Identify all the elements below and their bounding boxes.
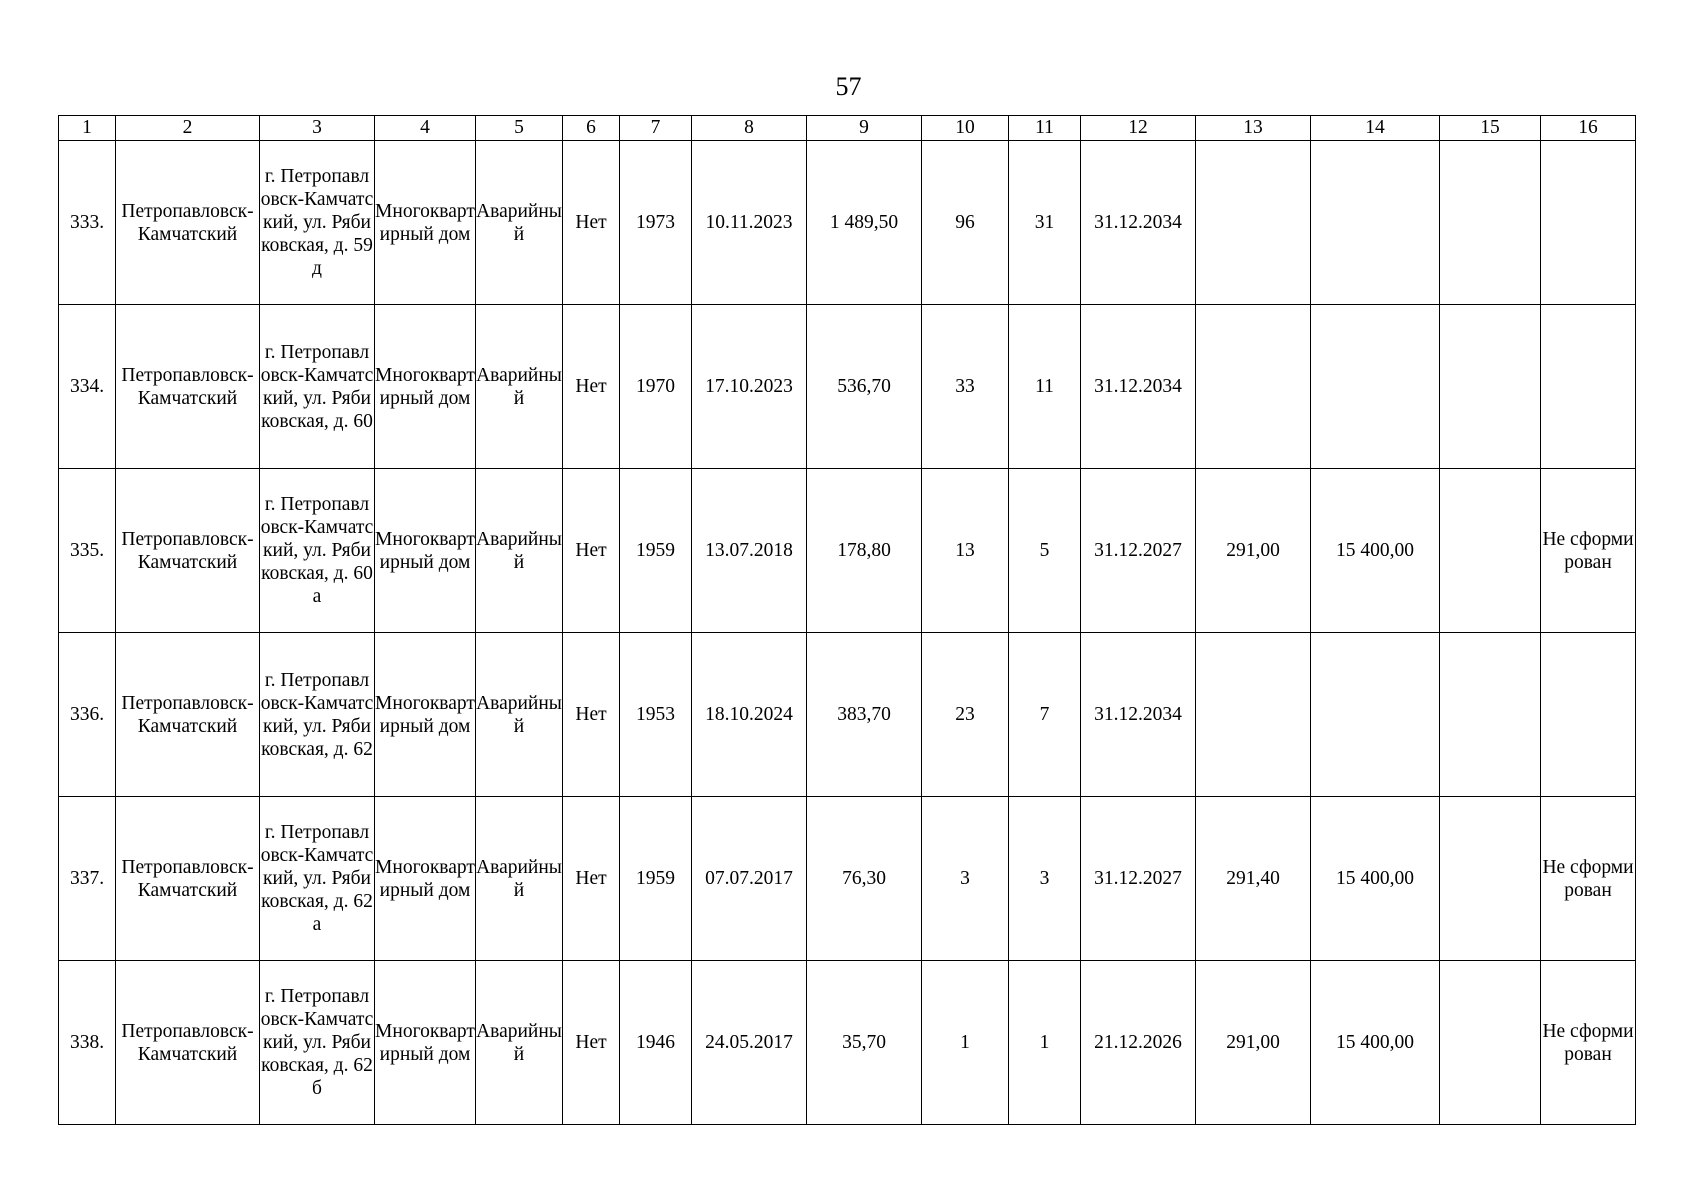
flag-cell: Нет <box>563 633 620 797</box>
col16-cell: Не сформирован <box>1541 797 1636 961</box>
col15-cell <box>1440 141 1541 305</box>
column-header: 7 <box>620 116 692 141</box>
col15-cell <box>1440 633 1541 797</box>
year-cell: 1973 <box>620 141 692 305</box>
condition-cell: Аварийный <box>476 305 563 469</box>
rooms-cell: 1 <box>1009 961 1081 1125</box>
residents-cell: 96 <box>922 141 1009 305</box>
area-cell: 178,80 <box>807 469 922 633</box>
table-row <box>59 141 1636 305</box>
building-type-cell: Многоквартирный дом <box>375 797 476 961</box>
col16-cell <box>1541 141 1636 305</box>
rooms-cell: 11 <box>1009 305 1081 469</box>
address-cell: г. Петропавловск-Камчатский, ул. Рябиковская, д. 60а <box>260 469 375 633</box>
recognition-date-cell: 17.10.2023 <box>692 305 807 469</box>
area-cell: 76,30 <box>807 797 922 961</box>
condition-cell: Аварийный <box>476 961 563 1125</box>
year-cell: 1946 <box>620 961 692 1125</box>
area-cell: 536,70 <box>807 305 922 469</box>
area-cell: 383,70 <box>807 633 922 797</box>
column-header: 9 <box>807 116 922 141</box>
col14-cell: 15 400,00 <box>1311 469 1440 633</box>
deadline-cell: 31.12.2034 <box>1081 305 1196 469</box>
col15-cell <box>1440 961 1541 1125</box>
col16-cell <box>1541 305 1636 469</box>
column-header: 2 <box>116 116 260 141</box>
flag-cell: Нет <box>563 469 620 633</box>
condition-cell: Аварийный <box>476 141 563 305</box>
housing-registry-table <box>58 115 1636 1125</box>
residents-cell: 3 <box>922 797 1009 961</box>
column-header: 1 <box>59 116 116 141</box>
row-number: 335. <box>59 469 116 633</box>
col14-cell: 15 400,00 <box>1311 797 1440 961</box>
column-header: 16 <box>1541 116 1636 141</box>
column-header: 5 <box>476 116 563 141</box>
flag-cell: Нет <box>563 961 620 1125</box>
row-number: 337. <box>59 797 116 961</box>
table-row <box>59 797 1636 961</box>
area-cell: 35,70 <box>807 961 922 1125</box>
building-type-cell: Многоквартирный дом <box>375 305 476 469</box>
address-cell: г. Петропавловск-Камчатский, ул. Рябиковская, д. 60 <box>260 305 375 469</box>
table-row <box>59 469 1636 633</box>
address-cell: г. Петропавловск-Камчатский, ул. Рябиковская, д. 62б <box>260 961 375 1125</box>
recognition-date-cell: 07.07.2017 <box>692 797 807 961</box>
deadline-cell: 31.12.2027 <box>1081 797 1196 961</box>
recognition-date-cell: 10.11.2023 <box>692 141 807 305</box>
flag-cell: Нет <box>563 141 620 305</box>
address-cell: г. Петропавловск-Камчатский, ул. Рябиковская, д. 59д <box>260 141 375 305</box>
col15-cell <box>1440 469 1541 633</box>
col14-cell <box>1311 633 1440 797</box>
column-header: 6 <box>563 116 620 141</box>
address-cell: г. Петропавловск-Камчатский, ул. Рябиковская, д. 62 <box>260 633 375 797</box>
column-header: 3 <box>260 116 375 141</box>
rooms-cell: 5 <box>1009 469 1081 633</box>
col13-cell: 291,00 <box>1196 469 1311 633</box>
city-cell: Петропавловск-Камчатский <box>116 961 260 1125</box>
table-row <box>59 305 1636 469</box>
col15-cell <box>1440 305 1541 469</box>
condition-cell: Аварийный <box>476 797 563 961</box>
table-row <box>59 633 1636 797</box>
rooms-cell: 3 <box>1009 797 1081 961</box>
row-number: 338. <box>59 961 116 1125</box>
row-number: 336. <box>59 633 116 797</box>
recognition-date-cell: 18.10.2024 <box>692 633 807 797</box>
residents-cell: 13 <box>922 469 1009 633</box>
col16-cell: Не сформирован <box>1541 961 1636 1125</box>
col15-cell <box>1440 797 1541 961</box>
col14-cell <box>1311 141 1440 305</box>
rooms-cell: 31 <box>1009 141 1081 305</box>
deadline-cell: 31.12.2034 <box>1081 633 1196 797</box>
col14-cell: 15 400,00 <box>1311 961 1440 1125</box>
building-type-cell: Многоквартирный дом <box>375 469 476 633</box>
col13-cell <box>1196 633 1311 797</box>
column-header: 15 <box>1440 116 1541 141</box>
year-cell: 1953 <box>620 633 692 797</box>
city-cell: Петропавловск-Камчатский <box>116 797 260 961</box>
rooms-cell: 7 <box>1009 633 1081 797</box>
table-row <box>59 961 1636 1125</box>
col16-cell <box>1541 633 1636 797</box>
deadline-cell: 31.12.2034 <box>1081 141 1196 305</box>
col13-cell <box>1196 305 1311 469</box>
column-header: 4 <box>375 116 476 141</box>
building-type-cell: Многоквартирный дом <box>375 141 476 305</box>
area-cell: 1 489,50 <box>807 141 922 305</box>
deadline-cell: 21.12.2026 <box>1081 961 1196 1125</box>
year-cell: 1959 <box>620 797 692 961</box>
page-number: 57 <box>835 72 862 101</box>
col13-cell: 291,40 <box>1196 797 1311 961</box>
column-header: 11 <box>1009 116 1081 141</box>
address-cell: г. Петропавловск-Камчатский, ул. Рябиковская, д. 62а <box>260 797 375 961</box>
building-type-cell: Многоквартирный дом <box>375 961 476 1125</box>
col16-cell: Не сформирован <box>1541 469 1636 633</box>
col13-cell <box>1196 141 1311 305</box>
residents-cell: 23 <box>922 633 1009 797</box>
condition-cell: Аварийный <box>476 469 563 633</box>
col13-cell: 291,00 <box>1196 961 1311 1125</box>
flag-cell: Нет <box>563 797 620 961</box>
condition-cell: Аварийный <box>476 633 563 797</box>
residents-cell: 1 <box>922 961 1009 1125</box>
recognition-date-cell: 24.05.2017 <box>692 961 807 1125</box>
city-cell: Петропавловск-Камчатский <box>116 633 260 797</box>
col14-cell <box>1311 305 1440 469</box>
city-cell: Петропавловск-Камчатский <box>116 469 260 633</box>
column-header: 12 <box>1081 116 1196 141</box>
city-cell: Петропавловск-Камчатский <box>116 141 260 305</box>
column-header: 13 <box>1196 116 1311 141</box>
residents-cell: 33 <box>922 305 1009 469</box>
year-cell: 1959 <box>620 469 692 633</box>
column-header: 8 <box>692 116 807 141</box>
header-row <box>59 116 1636 141</box>
recognition-date-cell: 13.07.2018 <box>692 469 807 633</box>
row-number: 334. <box>59 305 116 469</box>
year-cell: 1970 <box>620 305 692 469</box>
column-header: 10 <box>922 116 1009 141</box>
row-number: 333. <box>59 141 116 305</box>
building-type-cell: Многоквартирный дом <box>375 633 476 797</box>
city-cell: Петропавловск-Камчатский <box>116 305 260 469</box>
flag-cell: Нет <box>563 305 620 469</box>
deadline-cell: 31.12.2027 <box>1081 469 1196 633</box>
column-header: 14 <box>1311 116 1440 141</box>
